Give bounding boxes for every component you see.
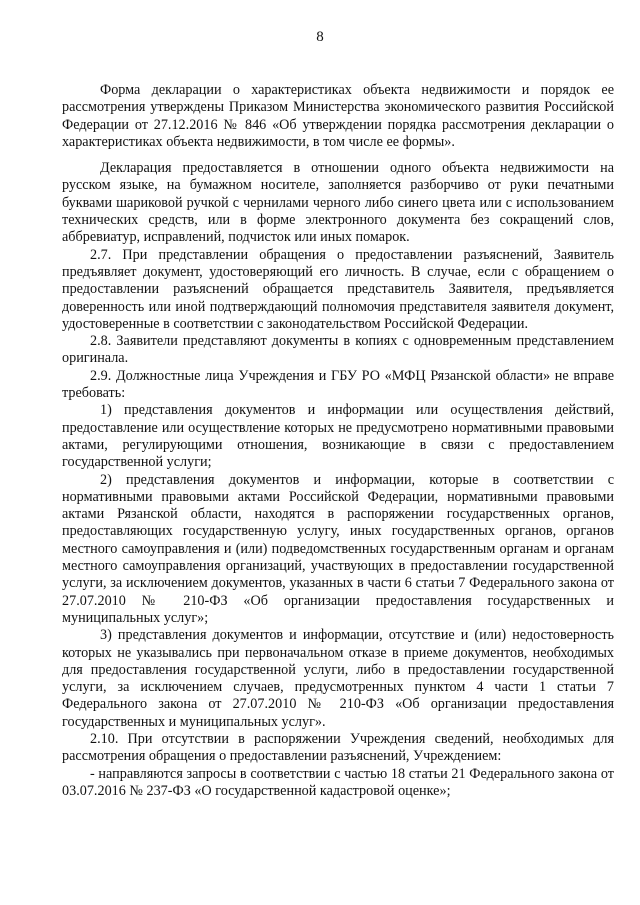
list-item-1: 1) представления документов и информации или осуществления действий, предоставление или осуществление которых не предусмотрено нормативными правовыми актами, регулирующими отношения, возникающие в связи с предоставлением государственной услуги; bbox=[62, 402, 614, 471]
paragraph-declaration-submission: Декларация предоставляется в отношении одного объекта недвижимости на русском языке, на бумажном носителе, заполняется разборчиво от руки печатными буквами шариковой ручкой с чернилами черного либо синего цвета или с использованием технических средств, или в форме электронного документа без сокращений слов, аббревиатур, исправлений, подчисток или иных помарок. bbox=[62, 160, 614, 246]
list-item-requests: - направляются запросы в соответствии с частью 18 статьи 21 Федерального закона от 03.07.2016 № 237-ФЗ «О государственной кадастровой оценке»; bbox=[62, 765, 614, 799]
list-item-2: 2) представления документов и информации, которые в соответствии с нормативными правовыми актами Российской Федерации, нормативными правовыми актами Рязанской области, находятся в распоряжении государственных органов, предоставляющих государственную услугу, иных государственных органов, органов местного самоуправления и (или) подведомственных государственным органам и органам местного самоуправления организаций, участвующих в предоставлении государственной услуги, за исключением документов, указанных в части 6 статьи 7 Федерального закона от 27.07.2010 № 210-ФЗ «Об организации предоставления государственных и муниципальных услуг»; bbox=[62, 471, 614, 626]
list-item-3: 3) представления документов и информации, отсутствие и (или) недостоверность которых не указывались при первоначальном отказе в приеме документов, необходимых для предоставления государственной услуги, либо в предоставлении государственной услуги, за исключением случаев, предусмотренных пунктом 4 части 1 статьи 7 Федерального закона от 27.07.2010 № 210-ФЗ «Об организации предоставления государственных и муниципальных услуг». bbox=[62, 627, 614, 730]
paragraph-2-10: 2.10. При отсутствии в распоряжении Учреждения сведений, необходимых для рассмотрения обращения о предоставлении разъяснений, Учреждением: bbox=[62, 730, 614, 765]
document-body bbox=[62, 82, 614, 800]
paragraph-2-7: 2.7. При представлении обращения о предоставлении разъяснений, Заявитель предъявляет документ, удостоверяющий его личность. В случае, если с обращением о предоставлении разъяснений обращается представитель Заявителя, предъявляется доверенность или иной подтверждающий полномочия представителя заявителя документ, удостоверенные в соответствии с законодательством Российской Федерации. bbox=[62, 246, 614, 332]
paragraph-2-8: 2.8. Заявители представляют документы в копиях с одновременным представлением оригинала. bbox=[62, 333, 614, 367]
page-number: 8 bbox=[316, 29, 324, 45]
paragraph-declaration-form: Форма декларации о характеристиках объекта недвижимости и порядок ее рассмотрения утверждены Приказом Министерства экономического развития Российской Федерации от 27.12.2016 № 846 «Об утверждении порядка рассмотрения декларации о характеристиках объекта недвижимости, в том числе ее формы». bbox=[62, 82, 614, 150]
paragraph-2-9: 2.9. Должностные лица Учреждения и ГБУ РО «МФЦ Рязанской области» не вправе требовать: bbox=[62, 367, 614, 402]
